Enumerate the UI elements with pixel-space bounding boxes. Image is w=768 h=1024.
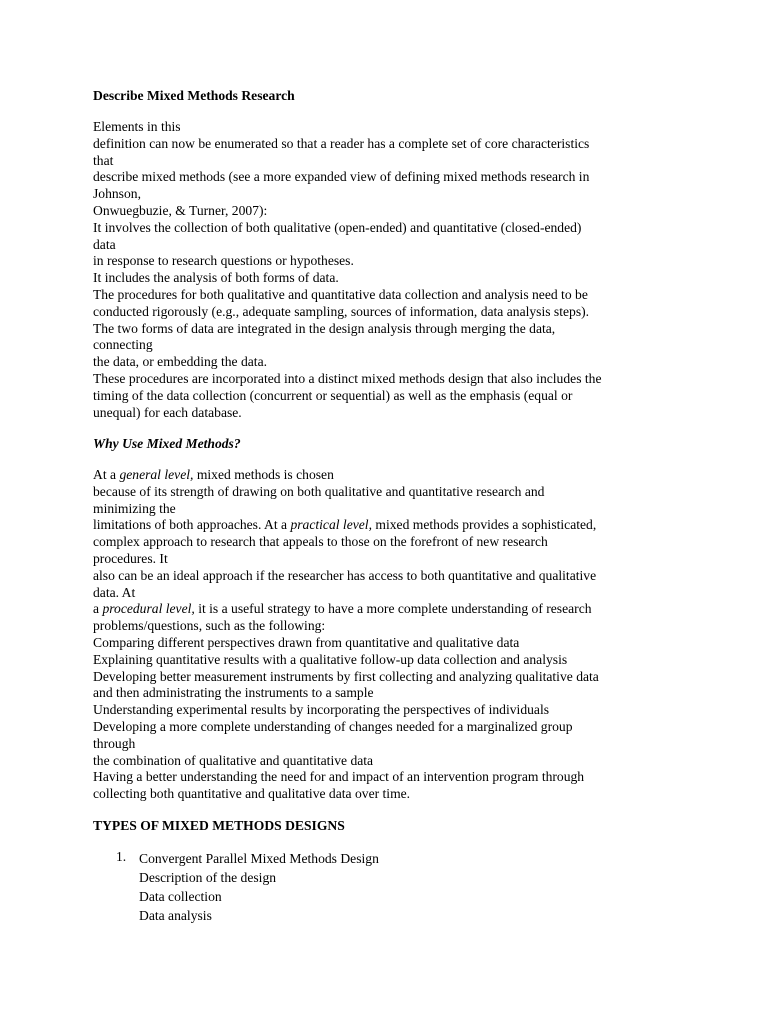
paragraph-definition <box>93 119 678 421</box>
section-title-why: Why Use Mixed Methods? <box>93 436 241 451</box>
text-line: procedures. It <box>93 550 168 566</box>
text-line: It includes the analysis of both forms of data. <box>93 270 339 286</box>
text-line: It involves the collection of both qualitative (open-ended) and quantitative (closed-ended) <box>93 219 582 235</box>
text-line: a procedural level, it is a useful strategy to have a more complete understanding of research <box>93 601 592 617</box>
text-line: connecting <box>93 337 153 353</box>
section-title-types: TYPES OF MIXED METHODS DESIGNS <box>93 818 345 833</box>
text-line: The two forms of data are integrated in the design analysis through merging the data, <box>93 320 556 336</box>
text-line: Developing a more complete understanding of changes needed for a marginalized group <box>93 718 573 734</box>
text-line: timing of the data collection (concurrent or sequential) as well as the emphasis (equal or <box>93 387 573 403</box>
text-line: because of its strength of drawing on both qualitative and quantitative research and <box>93 483 545 499</box>
text-line: data <box>93 236 116 252</box>
text-line: the combination of qualitative and quantitative data <box>93 752 374 768</box>
list-item: Data analysis <box>139 908 212 923</box>
text-line: data. At <box>93 584 136 600</box>
emphasis-practical-level: practical level, <box>290 517 372 533</box>
text-line: Developing better measurement instruments by first collecting and analyzing qualitative data <box>93 668 599 684</box>
text-line: The procedures for both qualitative and quantitative data collection and analysis need to be <box>93 286 588 302</box>
list-item: Data collection <box>139 889 222 904</box>
text-line: Explaining quantitative results with a qualitative follow-up data collection and analysis <box>93 651 568 667</box>
text-line: also can be an ideal approach if the researcher has access to both quantitative and qualitative <box>93 567 597 583</box>
text-line: that <box>93 152 114 168</box>
text-line: These procedures are incorporated into a distinct mixed methods design that also includes the <box>93 370 602 386</box>
text-line: minimizing the <box>93 500 176 516</box>
text-line: At a general level, mixed methods is chosen <box>93 467 334 482</box>
text-line: describe mixed methods (see a more expanded view of defining mixed methods research in <box>93 169 590 185</box>
text-line: collecting both quantitative and qualitative data over time. <box>93 786 411 802</box>
list-item: Convergent Parallel Mixed Methods Design <box>139 851 379 866</box>
text-line: conducted rigorously (e.g., adequate sampling, sources of information, data analysis steps). <box>93 303 590 319</box>
text-line: unequal) for each database. <box>93 404 242 420</box>
text-line: complex approach to research that appeals to those on the forefront of new research <box>93 534 548 550</box>
numbered-list-designs <box>93 849 678 925</box>
text-line: definition can now be enumerated so that a reader has a complete set of core characteristics <box>93 135 590 151</box>
text-line: Elements in this <box>93 119 181 134</box>
text-line: the data, or embedding the data. <box>93 354 268 370</box>
list-item: Description of the design <box>139 870 277 885</box>
text-line: Having a better understanding the need for and impact of an intervention program through <box>93 769 585 785</box>
text-line: limitations of both approaches. At a practical level, mixed methods provides a sophisticated, <box>93 517 597 533</box>
text-line: in response to research questions or hypotheses. <box>93 253 354 269</box>
text-line: Comparing different perspectives drawn from quantitative and qualitative data <box>93 634 520 650</box>
text-line: problems/questions, such as the following: <box>93 618 326 634</box>
text-line: Understanding experimental results by incorporating the perspectives of individuals <box>93 702 550 718</box>
list-number: 1. <box>116 849 127 864</box>
section-title-describe: Describe Mixed Methods Research <box>93 88 295 103</box>
text-line: through <box>93 735 136 751</box>
text-line: and then administrating the instruments to a sample <box>93 685 374 701</box>
emphasis-general-level: general level, <box>119 467 194 482</box>
text-line: Johnson, <box>93 186 141 202</box>
emphasis-procedural-level: procedural level, <box>102 601 195 617</box>
text-line: Onwuegbuzie, & Turner, 2007): <box>93 202 268 218</box>
paragraph-why <box>93 467 678 803</box>
